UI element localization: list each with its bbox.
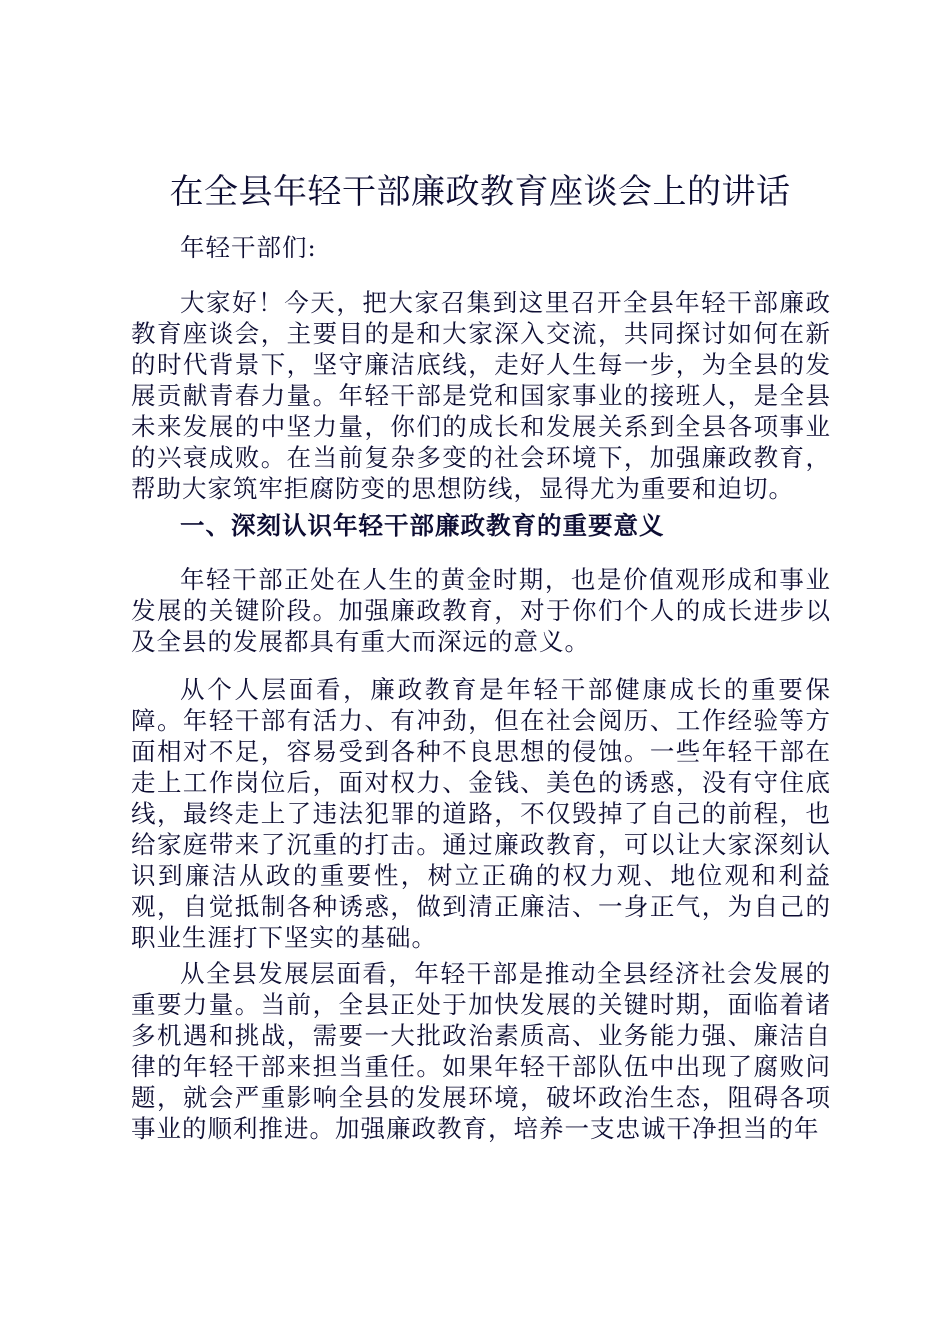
section-heading: 一、深刻认识年轻干部廉政教育的重要意义 [180, 511, 665, 540]
intro-paragraph: 大家好！今天，把大家召集到这里召开全县年轻干部廉政教育座谈会，主要目的是和大家深入交流，共同探讨如何在新的时代背景下，坚守廉洁底线，走好人生每一步，为全县的发展贡献青春力量。年轻干部是党和国家事业的接班人，是全县未来发展的中坚力量，你们的成长和发展关系到全县各项事业的兴衰成败。在当前复杂多变的社会环境下，加强廉政教育，帮助大家筑牢拒腐防变的思想防线，显得尤为重要和迫切。 [131, 288, 831, 503]
body-paragraph: 从全县发展层面看，年轻干部是推动全县经济社会发展的重要力量。当前，全县正处于加快发展的关键时期，面临着诸多机遇和挑战，需要一大批政治素质高、业务能力强、廉洁自律的年轻干部来担当重任。如果年轻干部队伍中出现了腐败问题，就会严重影响全县的发展环境，破坏政治生态，阻碍各项事业的顺利推进。加强廉政教育，培养一支忠诚干净担当的年 [131, 959, 831, 1143]
body-paragraph: 年轻干部正处在人生的黄金时期，也是价值观形成和事业发展的关键阶段。加强廉政教育，对于你们个人的成长进步以及全县的发展都具有重大而深远的意义。 [131, 565, 831, 656]
document-title: 在全县年轻干部廉政教育座谈会上的讲话 [169, 172, 791, 212]
body-paragraph: 从个人层面看，廉政教育是年轻干部健康成长的重要保障。年轻干部有活力、有冲劲，但在社会阅历、工作经验等方面相对不足，容易受到各种不良思想的侵蚀。一些年轻干部在走上工作岗位后，面对权力、金钱、美色的诱惑，没有守住底线，最终走上了违法犯罪的道路，不仅毁掉了自己的前程，也给家庭带来了沉重的打击。通过廉政教育，可以让大家深刻认识到廉洁从政的重要性，树立正确的权力观、地位观和利益观，自觉抵制各种诱惑，做到清正廉洁、一身正气，为自己的职业生涯打下坚实的基础。 [131, 675, 831, 952]
salutation: 年轻干部们: [180, 233, 317, 262]
